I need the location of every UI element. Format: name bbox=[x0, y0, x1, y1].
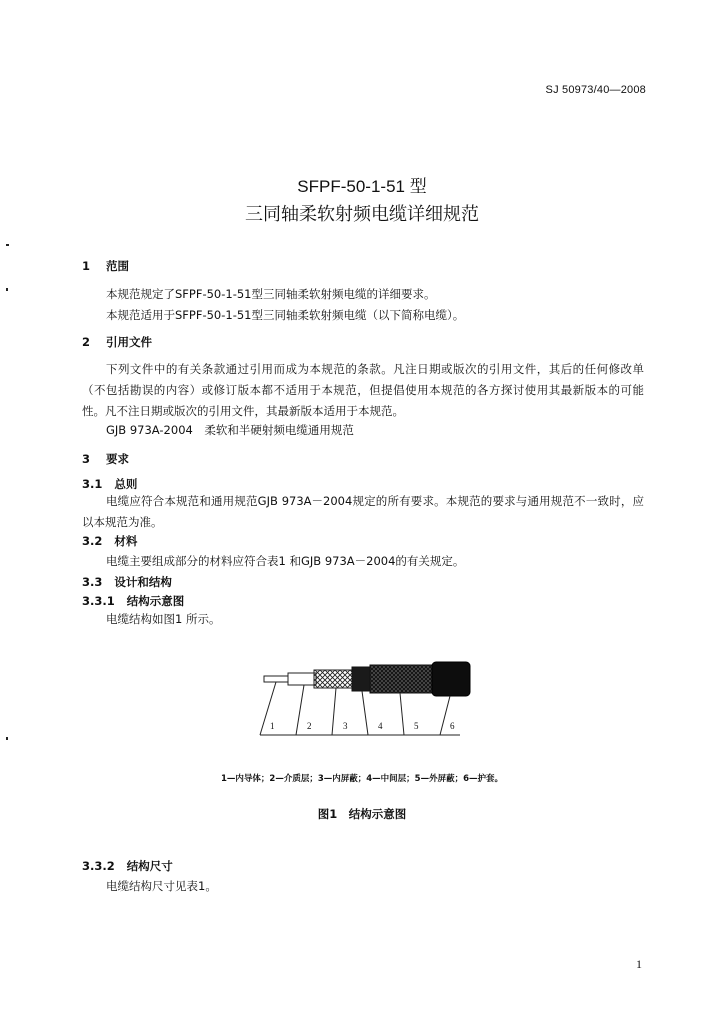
section-3-heading bbox=[82, 451, 129, 467]
section-1-para-1: 本规范规定了SFPF-50-1-51型三同轴柔软射频电缆的详细要求。 bbox=[106, 287, 436, 301]
section-3-2-heading bbox=[82, 533, 137, 549]
figure-label-4: 4 bbox=[378, 721, 383, 731]
inner-conductor bbox=[264, 676, 290, 682]
section-number: 3.3.2 bbox=[82, 859, 115, 873]
scan-speck bbox=[6, 737, 8, 740]
figure-label-3: 3 bbox=[343, 721, 348, 731]
inner-shield bbox=[314, 670, 354, 688]
section-3-3-2-heading bbox=[82, 858, 173, 874]
section-number: 3.3.1 bbox=[82, 594, 115, 608]
dielectric-layer bbox=[288, 673, 316, 685]
section-title: 要求 bbox=[106, 452, 129, 466]
scan-speck bbox=[6, 244, 9, 246]
figure-title: 图1 结构示意图 bbox=[317, 807, 407, 821]
section-3-3-2-para: 电缆结构尺寸见表1。 bbox=[106, 879, 217, 893]
section-number: 3.3 bbox=[82, 575, 103, 589]
section-title: 引用文件 bbox=[106, 335, 152, 349]
section-3-3-1-para: 电缆结构如图1 所示。 bbox=[106, 612, 221, 626]
figure-label-5: 5 bbox=[414, 721, 419, 731]
section-2-reference: GJB 973A-2004 柔软和半硬射频电缆通用规范 bbox=[106, 423, 354, 437]
section-number: 3.1 bbox=[82, 477, 103, 491]
outer-jacket bbox=[432, 662, 470, 696]
cable-structure-figure bbox=[250, 655, 480, 740]
section-title: 范围 bbox=[106, 259, 129, 273]
standard-number: SJ 50973/40—2008 bbox=[545, 84, 646, 96]
section-number: 2 bbox=[82, 335, 91, 349]
figure-label-1: 1 bbox=[270, 721, 275, 731]
figure-label-6: 6 bbox=[450, 721, 455, 731]
section-title: 材料 bbox=[114, 534, 138, 548]
scan-speck bbox=[6, 288, 8, 291]
page-number: 1 bbox=[636, 957, 642, 971]
section-number: 1 bbox=[82, 259, 91, 273]
section-title: 结构示意图 bbox=[126, 594, 185, 608]
document-title: 三同轴柔软射频电缆详细规范 bbox=[245, 204, 479, 225]
section-number: 3.2 bbox=[82, 534, 103, 548]
section-title: 设计和结构 bbox=[114, 575, 172, 589]
middle-layer bbox=[352, 667, 372, 691]
section-3-2-para: 电缆主要组成部分的材料应符合表1 和GJB 973A－2004的有关规定。 bbox=[106, 554, 465, 568]
section-title: 结构尺寸 bbox=[126, 859, 173, 873]
section-3-1-heading bbox=[82, 476, 137, 492]
section-title: 总则 bbox=[114, 477, 138, 491]
section-3-3-heading bbox=[82, 574, 172, 590]
figure-legend: 1—内导体；2—介质层；3—内屏蔽；4—中间层；5—外屏蔽；6—护套。 bbox=[221, 774, 503, 784]
document-title-model: SFPF-50-1-51 型 bbox=[297, 177, 427, 196]
figure-label-2: 2 bbox=[307, 721, 312, 731]
section-number: 3 bbox=[82, 452, 91, 466]
section-1-para-2: 本规范适用于SFPF-50-1-51型三同轴柔软射频电缆（以下简称电缆）。 bbox=[106, 308, 465, 322]
section-2-para-1: 下列文件中的有关条款通过引用而成为本规范的条款。凡注日期或版次的引用文件，其后的任何修改单（不包括勘误的内容）或修订版本都不适用于本规范，但提倡使用本规范的各方探讨使用其最新版本的可能性。凡不注日期或版次的引用文件，其最新版本适用于本规范。 bbox=[82, 362, 644, 418]
section-3-1-para: 电缆应符合本规范和通用规范GJB 973A－2004规定的所有要求。本规范的要求与通用规范不一致时，应以本规范为准。 bbox=[82, 494, 644, 529]
section-1-heading bbox=[82, 258, 129, 274]
section-3-3-1-heading bbox=[82, 593, 184, 609]
outer-shield bbox=[370, 665, 434, 693]
section-2-heading bbox=[82, 334, 152, 350]
